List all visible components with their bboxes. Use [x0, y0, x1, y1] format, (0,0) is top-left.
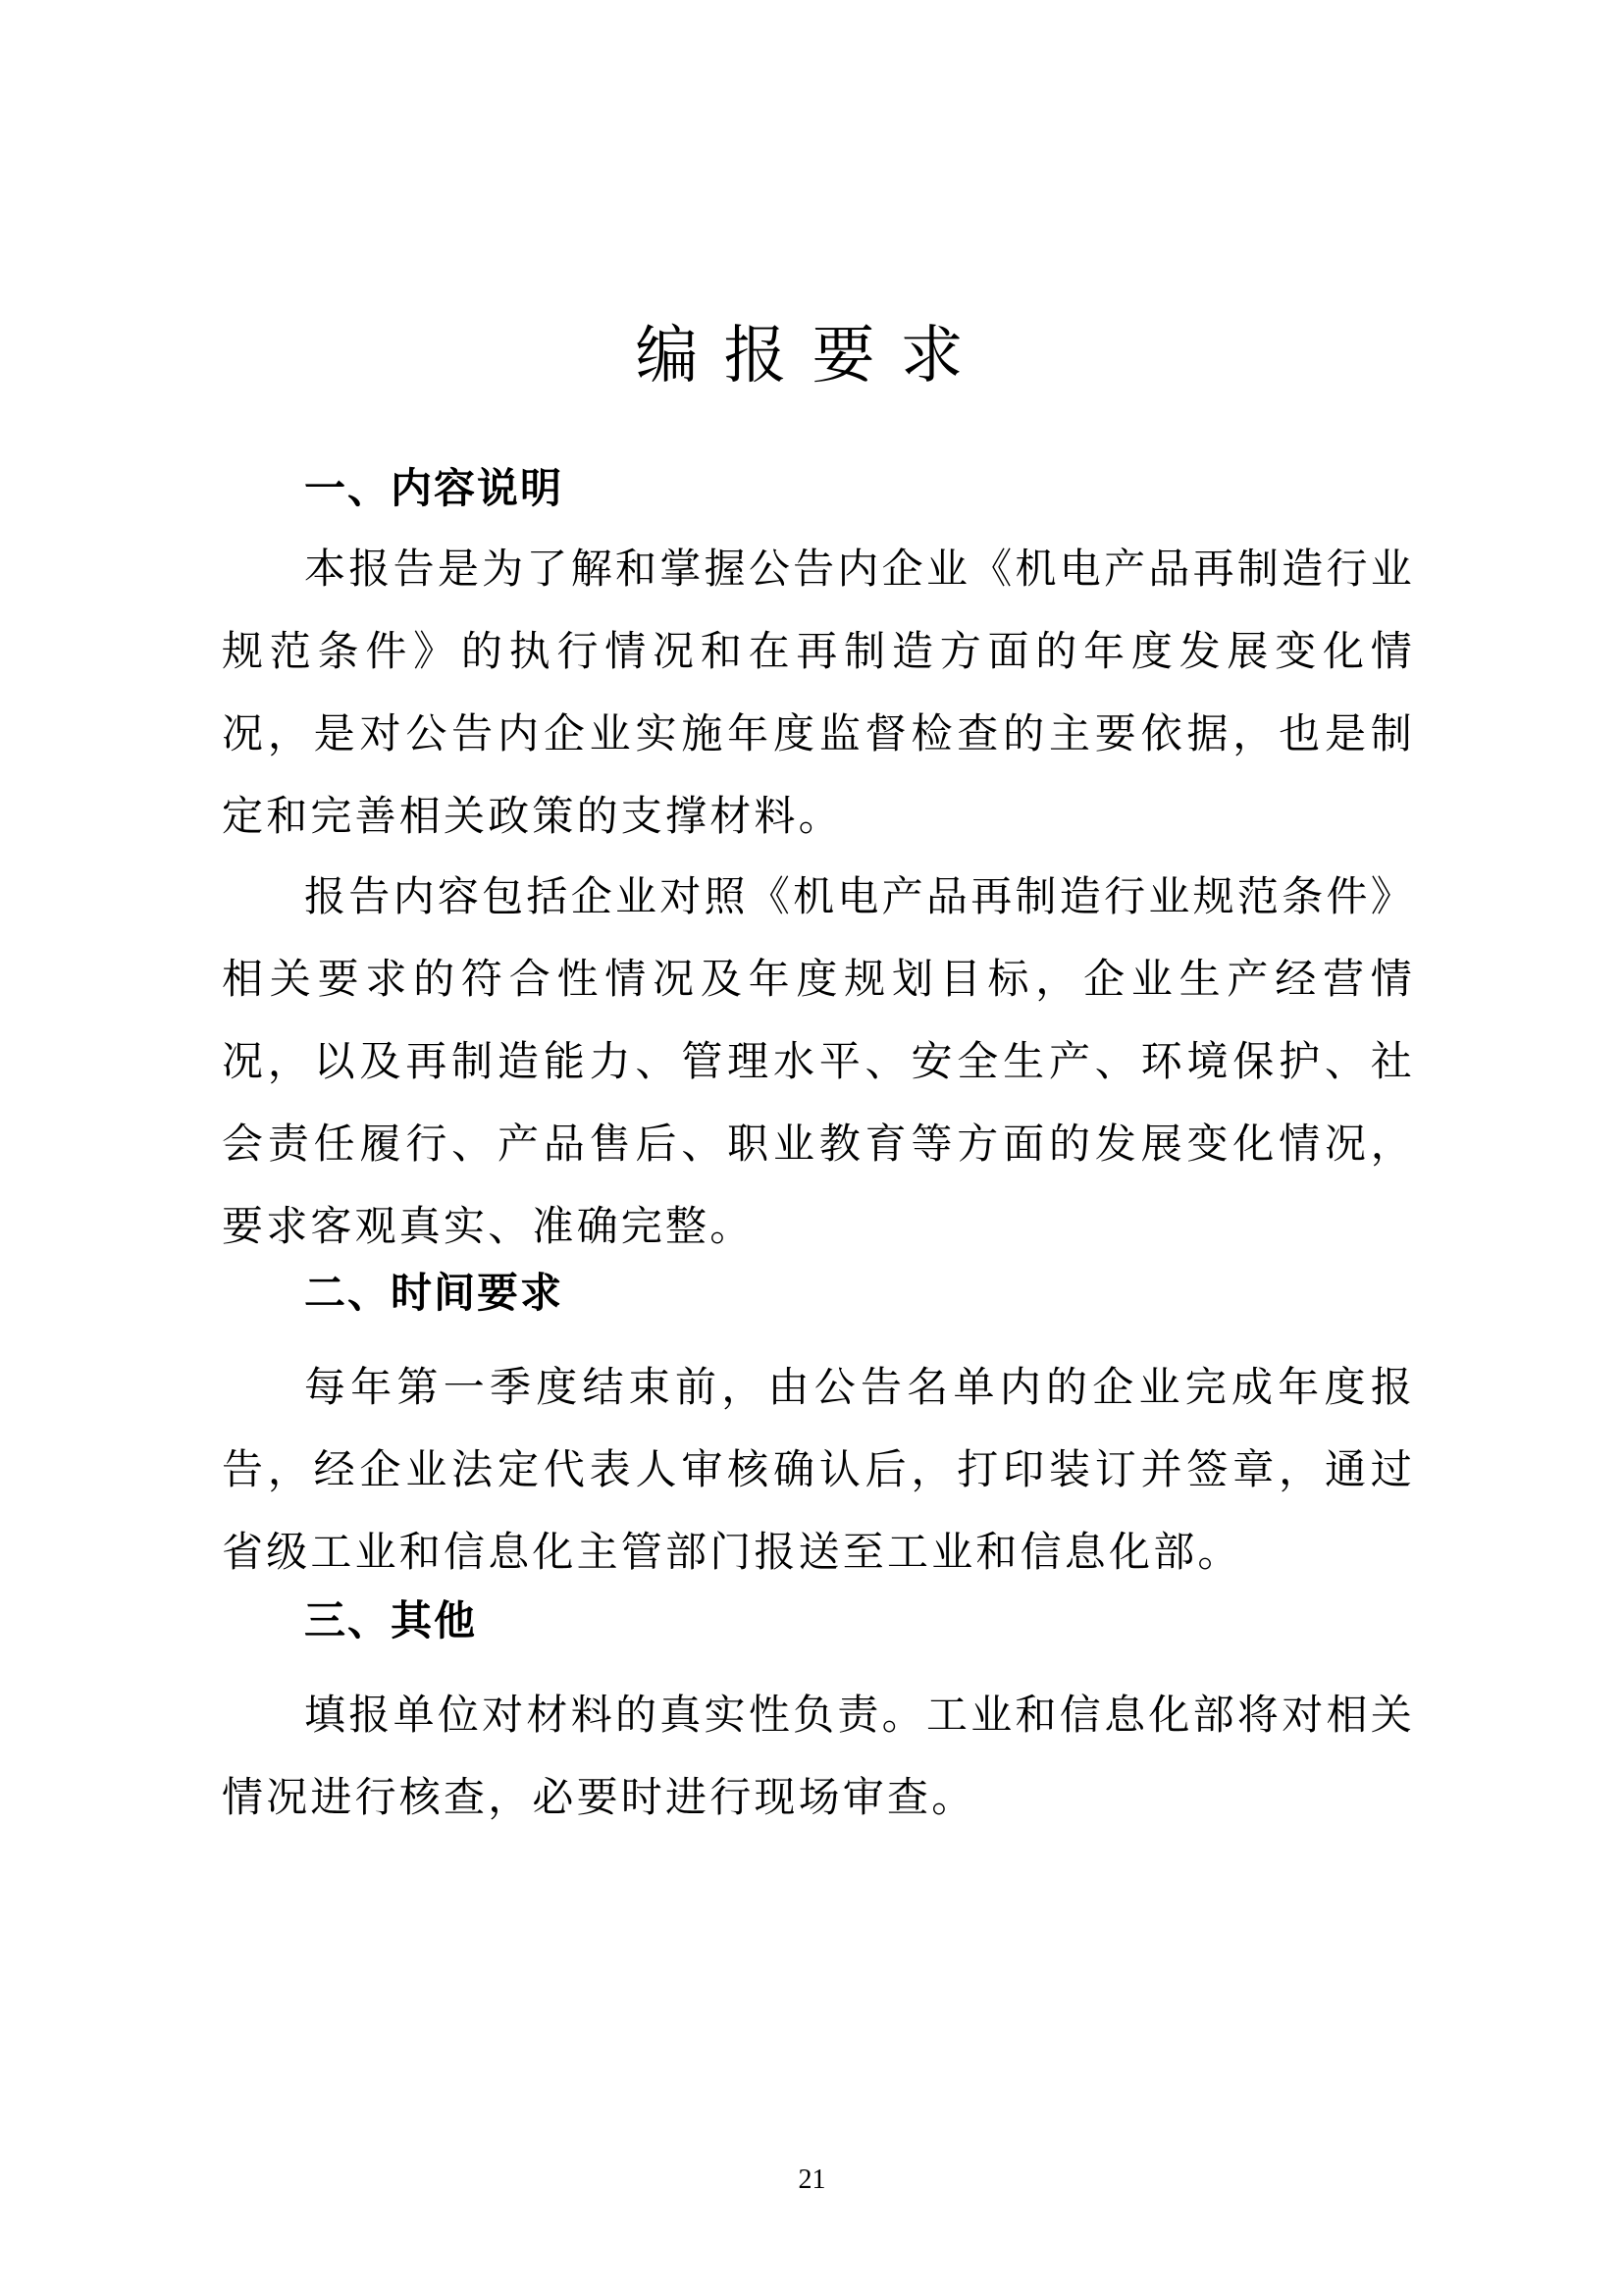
section-heading-time: 二、时间要求 — [304, 1269, 564, 1317]
paragraph-other-1: 填报单位对材料的真实性负责。工业和信息化部将对相关情况进行核查，必要时进行现场审查。 — [222, 1691, 1415, 1821]
paragraph-content-1: 本报告是为了解和掌握公告内企业《机电产品再制造行业规范条件》的执行情况和在再制造方面的年度发展变化情况，是对公告内企业实施年度监督检查的主要依据，也是制定和完善相关政策的支撑材料。 — [222, 545, 1415, 840]
paragraph-content-2: 报告内容包括企业对照《机电产品再制造行业规范条件》相关要求的符合性情况及年度规划目标，企业生产经营情况，以及再制造能力、管理水平、安全生产、环境保护、社会责任履行、产品售后、职业教育等方面的发展变化情况，要求客观真实、准确完整。 — [222, 872, 1415, 1250]
page-title: 编报要求 — [635, 320, 989, 392]
section-heading-other: 三、其他 — [304, 1596, 478, 1644]
paragraph-time-1: 每年第一季度结束前，由公告名单内的企业完成年度报告，经企业法定代表人审核确认后，打印装订并签章，通过省级工业和信息化主管部门报送至工业和信息化部。 — [222, 1363, 1415, 1576]
page-number: 21 — [798, 2165, 826, 2195]
section-heading-content: 一、内容说明 — [304, 464, 564, 512]
